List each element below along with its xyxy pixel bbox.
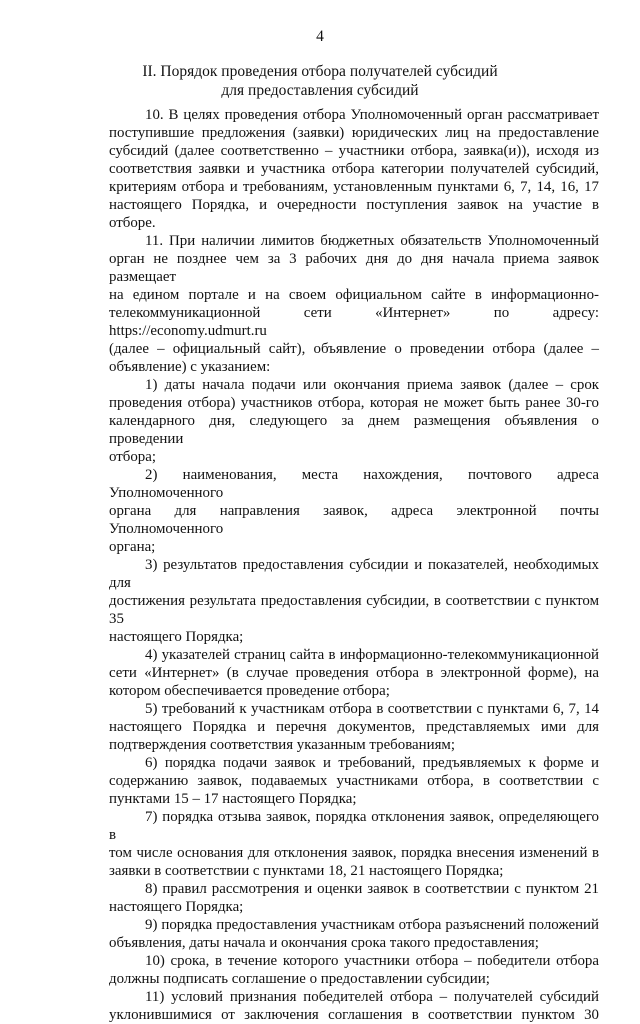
paragraph-line: настоящего Порядка и перечня документов, представляемых ими для <box>109 719 599 735</box>
paragraph-line: содержанию заявок, подаваемых участниками отбора, в соответствии с <box>109 773 599 789</box>
paragraph-line: соответствия заявки и участника отбора категории получателей субсидий, <box>109 161 599 177</box>
section-title-line-2: для предоставления субсидий <box>221 82 419 99</box>
paragraph-line: должны подписать соглашение о предоставлении субсидии; <box>109 971 490 987</box>
paragraph-line: 7) порядка отзыва заявок, порядка отклонения заявок, определяющего в <box>109 809 599 843</box>
paragraph-line: 3) результатов предоставления субсидии и показателей, необходимых для <box>109 557 599 591</box>
paragraph <box>109 808 599 880</box>
paragraph <box>109 916 599 952</box>
paragraph <box>109 988 599 1024</box>
paragraph-line: 1) даты начала подачи или окончания приема заявок (далее – срок <box>145 377 599 393</box>
paragraph-line: субсидий (далее соответственно – участники отбора, заявка(и)), исходя из <box>109 143 599 159</box>
paragraph <box>109 232 599 376</box>
paragraph-line: объявления, даты начала и окончания срока такого предоставления; <box>109 935 539 951</box>
paragraph-line: проведения отбора) участников отбора, которая не может быть ранее 30-го <box>109 395 599 411</box>
paragraph-line: орган не позднее чем за 3 рабочих дня до дня начала приема заявок размещает <box>109 251 599 285</box>
paragraph-line: 10) срока, в течение которого участники отбора – победители отбора <box>145 953 599 969</box>
paragraph-line: подтверждения соответствия указанным требованиям; <box>109 737 455 753</box>
paragraph <box>109 106 599 232</box>
paragraph-line: 5) требований к участникам отбора в соответствии с пунктами 6, 7, 14 <box>145 701 599 717</box>
paragraph <box>109 556 599 646</box>
paragraph-line: (далее – официальный сайт), объявление о проведении отбора (далее – <box>109 341 599 357</box>
paragraph-line: пунктами 15 – 17 настоящего Порядка; <box>109 791 357 807</box>
paragraph-line: критериям отбора и требованиям, установленным пунктами 6, 7, 14, 16, 17 <box>109 179 599 195</box>
paragraph <box>109 880 599 916</box>
paragraph-line: 11) условий признания победителей отбора – получателей субсидий <box>145 989 599 1005</box>
paragraph-line: сети «Интернет» (в случае проведения отбора в электронной форме), на <box>109 665 599 681</box>
paragraph-line: заявки в соответствии с пунктами 18, 21 настоящего Порядка; <box>109 863 504 879</box>
paragraph-line: достижения результата предоставления субсидии, в соответствии с пунктом 35 <box>109 593 599 627</box>
paragraph-line: том числе основания для отклонения заявок, порядка внесения изменений в <box>109 845 599 861</box>
paragraph-line: отбора; <box>109 449 156 465</box>
paragraph-line: объявление) с указанием: <box>109 359 271 375</box>
paragraph <box>109 646 599 700</box>
paragraph-line: 4) указателей страниц сайта в информационно-телекоммуникационной <box>145 647 599 663</box>
paragraph-line: настоящего Порядка; <box>109 899 244 915</box>
paragraph-line: котором обеспечивается проведение отбора; <box>109 683 390 699</box>
paragraph-line: календарного дня, следующего за днем размещения объявления о проведении <box>109 413 599 447</box>
paragraph <box>109 466 599 556</box>
section-title-line-1: II. Порядок проведения отбора получателей субсидий <box>142 63 498 80</box>
paragraph <box>109 754 599 808</box>
page-number: 4 <box>316 28 324 45</box>
paragraph-line: 8) правил рассмотрения и оценки заявок в соответствии с пунктом 21 <box>145 881 599 897</box>
paragraph-line: 11. При наличии лимитов бюджетных обязательств Уполномоченный <box>145 233 599 249</box>
paragraph-line: органа; <box>109 539 156 555</box>
paragraph-line: 10. В целях проведения отбора Уполномоченный орган рассматривает <box>145 107 599 123</box>
paragraph <box>109 376 599 466</box>
document-body <box>109 106 599 1024</box>
paragraph-line: 2) наименования, места нахождения, почтового адреса Уполномоченного <box>109 467 599 501</box>
paragraph-line: на едином портале и на своем официальном сайте в информационно- <box>109 287 599 303</box>
paragraph-line: 9) порядка предоставления участникам отбора разъяснений положений <box>145 917 599 933</box>
paragraph <box>109 952 599 988</box>
paragraph-line: 6) порядка подачи заявок и требований, предъявляемых к форме и <box>145 755 599 771</box>
paragraph-line: телекоммуникационной сети «Интернет» по адресу: https://economy.udmurt.ru <box>109 305 599 339</box>
paragraph <box>109 700 599 754</box>
paragraph-line: настоящего Порядка; <box>109 629 244 645</box>
paragraph-line: поступившие предложения (заявки) юридических лиц на предоставление <box>109 125 599 141</box>
paragraph-line: настоящего Порядка, и очередности поступления заявок на участие в отборе. <box>109 197 599 231</box>
paragraph-line: органа для направления заявок, адреса электронной почты Уполномоченного <box>109 503 599 537</box>
paragraph-line: уклонившимися от заключения соглашения в соответствии пунктом 30 <box>109 1007 599 1023</box>
section-title <box>0 62 640 100</box>
